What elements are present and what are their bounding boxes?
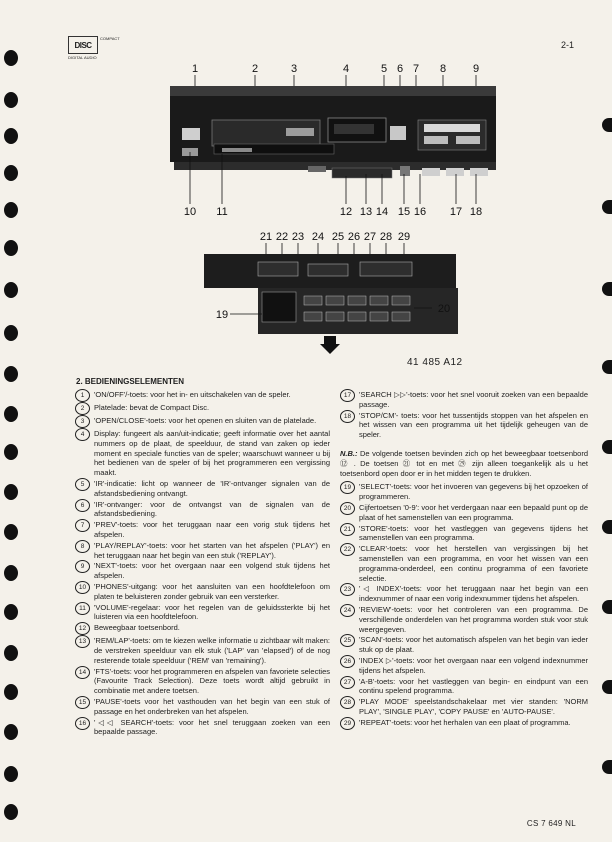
callout-21: 21 <box>259 231 273 243</box>
binder-holes-left <box>0 0 22 842</box>
callout-3: 3 <box>290 63 298 75</box>
list-item: 22 'CLEAR'-toets: voor het herstellen van vergissingen bij het samenstellen van een programma, en voor het wissen van een programma-onderdeel, een continu programma of een favoriete selectie. <box>340 544 588 583</box>
callout-22: 22 <box>275 231 289 243</box>
list-item: 18 'STOP/CM'- toets: voor het tussentijds stoppen van het afspelen en het wissen van een programma uit het tijdelijk geheugen van de speler. <box>340 411 588 440</box>
callout-9: 9 <box>472 63 480 75</box>
binder-holes-right <box>598 0 612 842</box>
page-number: 2-1 <box>560 40 574 50</box>
callout-16: 16 <box>413 206 427 218</box>
section-title: 2. BEDIENINGSELEMENTEN <box>76 377 185 386</box>
callout-13: 13 <box>359 206 373 218</box>
callout-19: 19 <box>215 309 229 321</box>
callout-12: 12 <box>339 206 353 218</box>
list-item: 4 Display: fungeert als aan/uit-indicatie; geeft informatie over het aantal nummers op de plaat, de speelduur, de stand van zaken op ieder moment en speciale functies van de speler; waarschuwt wanneer u bij het bedienen van de speler of bij het programmeren een vergissing maakt. <box>75 429 330 478</box>
keypad-figure <box>200 228 460 358</box>
callout-10: 10 <box>183 206 197 218</box>
list-item: 15 'PAUSE'-toets voor het vasthouden van het begin van een stuk of passage en het onderbreken van het afspelen. <box>75 697 330 717</box>
list-item: 7 'PREV'-toets: voor het teruggaan naar een vorig stuk tijdens het afspelen. <box>75 520 330 540</box>
callout-2: 2 <box>251 63 259 75</box>
callout-7: 7 <box>412 63 420 75</box>
list-item: 20 Cijfertoetsen '0-9': voor het verdergaan naar een bepaald punt op de plaat of het samenstellen van een programma. <box>340 503 588 523</box>
callout-29: 29 <box>397 231 411 243</box>
list-item: 25 'SCAN'-toets: voor het automatisch afspelen van het begin van ieder stuk op de plaat. <box>340 635 588 655</box>
list-item: 12 Beweegbaar toetsenbord. <box>75 623 330 635</box>
list-item: 13 'REM/LAP'-toets: om te kiezen welke informatie u zichtbaar wilt maken: de verstreken speelduur van elk stuk ('LAP' van 'elapsed') of de nog resterende totale speelduur ('REM' van 'remaining'). <box>75 636 330 665</box>
callout-23: 23 <box>291 231 305 243</box>
list-item: 27 'A-B'-toets: voor het vastleggen van begin- en eindpunt van een continu spelend programma. <box>340 677 588 697</box>
callout-20: 20 <box>437 303 451 315</box>
callout-11: 11 <box>216 206 228 218</box>
callout-6: 6 <box>396 63 404 75</box>
callout-14: 14 <box>375 206 389 218</box>
list-item: 2 Platelade: bevat de Compact Disc. <box>75 403 330 415</box>
list-item: 1 'ON/OFF'/-toets: voor het in- en uitschakelen van de speler. <box>75 390 330 402</box>
document-code: CS 7 649 NL <box>526 819 576 828</box>
callout-4: 4 <box>342 63 350 75</box>
player-front-panel-figure <box>160 58 500 218</box>
list-item: 23 '◁ INDEX'-toets: voor het teruggaan naar het begin van een indexnummer of naar een vorig indexnummer tijdens het afspelen. <box>340 584 588 604</box>
list-item: 14 'FTS'-toets: voor het programmeren en afspelen van favoriete selecties (Favourite Track Selection). Deze toets wordt altijd gebruikt in combinatie met andere toetsen. <box>75 667 330 696</box>
callout-1: 1 <box>191 63 199 75</box>
callout-27: 27 <box>363 231 377 243</box>
list-item: 11 'VOLUME'-regelaar: voor het regelen van de geluidssterkte bij het luisteren via een hoofdtelefoon. <box>75 603 330 623</box>
nb-note: N.B.: De volgende toetsen bevinden zich op het beweegbaar toetsenbord ⑫ . De toetsen ㉑ tot en met ㉙ zijn alleen toegankelijk als u het toetsenbord open door er in het midden tegen te drukken. <box>340 448 588 478</box>
list-item: 28 'PLAY MODE' speelstandschakelaar met vier standen: 'NORM PLAY', 'SINGLE PLAY', 'COPY PAUSE' en 'AUTO-PAUSE'. <box>340 697 588 717</box>
list-item: 29 'REPEAT'-toets: voor het herhalen van een plaat of programma. <box>340 718 588 730</box>
callout-15: 15 <box>397 206 411 218</box>
callout-24: 24 <box>311 231 325 243</box>
compact-disc-logo: DISC COMPACT DIGITAL AUDIO <box>68 36 120 60</box>
callout-8: 8 <box>439 63 447 75</box>
list-item: 6 'IR'-ontvanger: voor de ontvangst van de signalen van de afstandsbediening. <box>75 500 330 520</box>
list-item: 17 'SEARCH ▷▷'-toets: voor het snel vooruit zoeken van een bepaalde passage. <box>340 390 588 410</box>
callout-5: 5 <box>380 63 388 75</box>
list-item: 9 'NEXT'-toets: voor het overgaan naar een volgend stuk tijdens het afspelen. <box>75 561 330 581</box>
list-item: 3 'OPEN/CLOSE'-toets: voor het openen en sluiten van de platelade. <box>75 416 330 428</box>
list-item: 10 'PHONES'-uitgang: voor het aansluiten van een hoofdtelefoon om platen te beluisteren zonder gebruik van een versterker. <box>75 582 330 602</box>
list-item: 16 '◁◁ SEARCH'-toets: voor het snel teruggaan zoeken van een bepaalde passage. <box>75 718 330 738</box>
callout-25: 25 <box>331 231 345 243</box>
controls-list-right <box>340 390 588 731</box>
callout-28: 28 <box>379 231 393 243</box>
list-item: 24 'REVIEW'-toets: voor het controleren van een programma. De verschillende onderdelen van het programma worden stuk voor stuk weergegeven. <box>340 605 588 634</box>
callout-18: 18 <box>469 206 483 218</box>
figure-reference: 41 485 A12 <box>407 357 463 368</box>
callout-26: 26 <box>347 231 361 243</box>
down-arrow-icon <box>320 336 340 354</box>
list-item: 5 'IR'-indicatie: licht op wanneer de 'IR'-ontvanger signalen van de afstandsbediening ontvangt. <box>75 479 330 499</box>
list-item: 19 'SELECT'-toets: voor het invoeren van gegevens bij het opzoeken of programmeren. <box>340 482 588 502</box>
list-item: 21 'STORE'-toets: voor het vastleggen van gegevens tijdens het samenstellen van een programma. <box>340 524 588 544</box>
list-item: 26 'INDEX ▷'-toets: voor het overgaan naar een volgend indexnummer tijdens het afspelen. <box>340 656 588 676</box>
controls-list-left <box>75 390 330 738</box>
callout-17: 17 <box>449 206 463 218</box>
list-item: 8 'PLAY/REPLAY'-toets: voor het starten van het afspelen ('PLAY') en het teruggaan naar het begin van een stuk ('REPLAY'). <box>75 541 330 561</box>
